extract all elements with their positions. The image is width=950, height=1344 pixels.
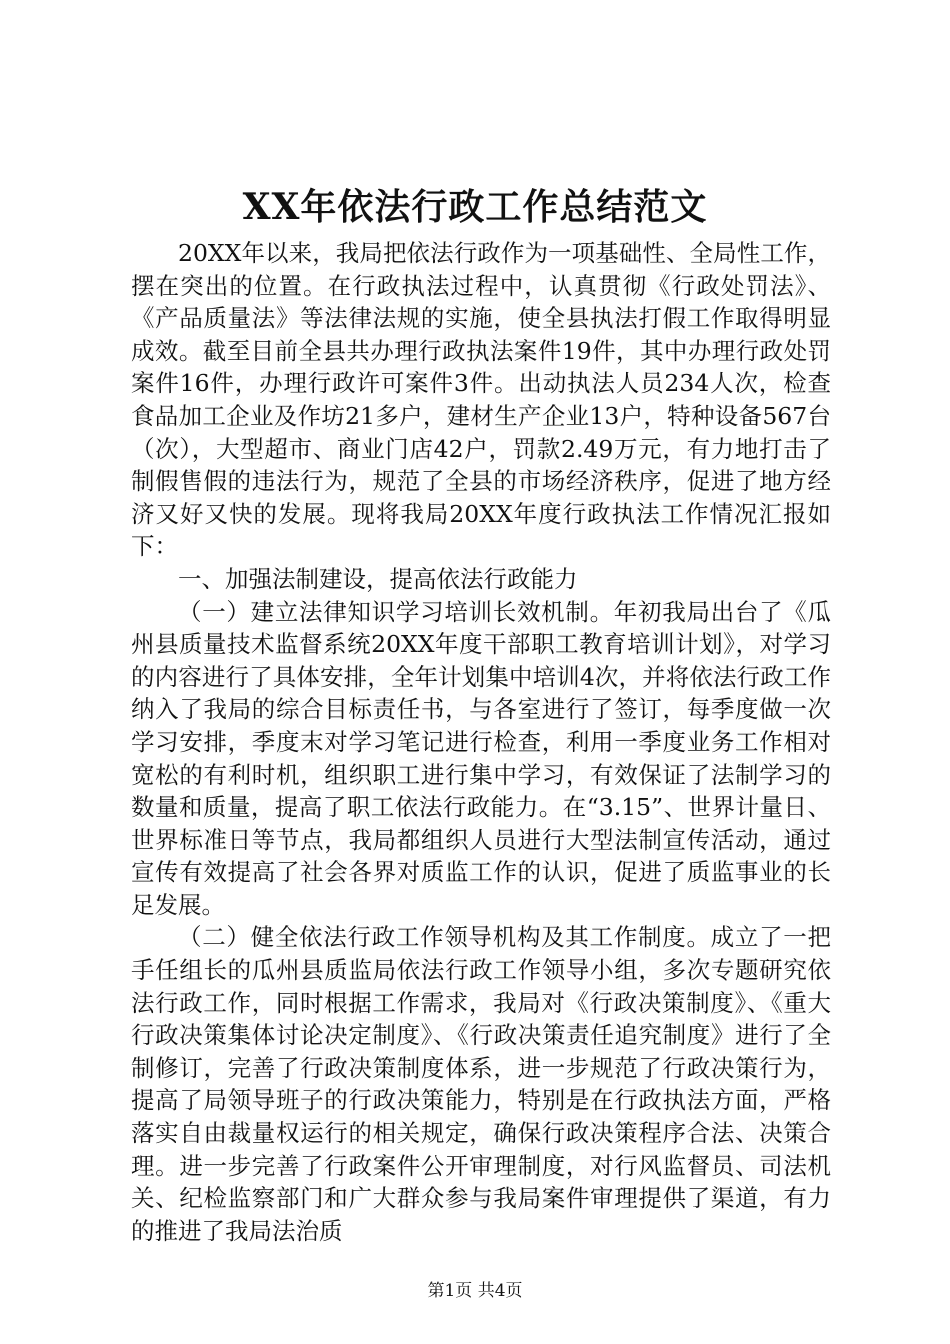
page-number-footer: 第1页 共4页 xyxy=(427,1281,523,1301)
document-title: XX年依法行政工作总结范文 xyxy=(242,186,708,228)
intro-paragraph: 20XX年以来，我局把依法行政作为一项基础性、全局性工作，摆在突出的位置。在行政执法过程中，认真贯彻《行政处罚法》、《产品质量法》等法律法规的实施，使全县执法打假工作取得明显成效。截至目前全县共办理行政执法案件19件，其中办理行政处罚案件16件，办理行政许可案件3件。出动执法人员234人次，检查食品加工企业及作坊21多户，建材生产企业13户，特种设备567台（次），大型超市、商业门店42户，罚款2.49万元，有力地打击了制假售假的违法行为，规范了全县的市场经济秩序，促进了地方经济又好又快的发展。现将我局20XX年度行政执法工作情况汇报如下： xyxy=(131,239,831,561)
subsection-paragraph-2: （二）健全依法行政工作领导机构及其工作制度。成立了一把手任组长的瓜州县质监局依法行政工作领导小组，多次专题研究依法行政工作，同时根据工作需求，我局对《行政决策制度》、《重大行政决策集体讨论决定制度》、《行政决策责任追究制度》进行了全制修订，完善了行政决策制度体系，进一步规范了行政决策行为，提高了局领导班子的行政决策能力，特别是在行政执法方面，严格落实自由裁量权运行的相关规定，确保行政决策程序合法、决策合理。进一步完善了行政案件公开审理制度，对行风监督员、司法机关、纪检监察部门和广大群众参与我局案件审理提供了渠道，有力的推进了我局法治质 xyxy=(131,923,831,1245)
section-heading: 一、加强法制建设，提高依法行政能力 xyxy=(178,564,578,593)
subsection-paragraph-1: （一）建立法律知识学习培训长效机制。年初我局出台了《瓜州县质量技术监督系统20XX年度干部职工教育培训计划》，对学习的内容进行了具体安排，全年计划集中培训4次，并将依法行政工作纳入了我局的综合目标责任书，与各室进行了签订，每季度做一次学习安排，季度末对学习笔记进行检查，利用一季度业务工作相对宽松的有利时机，组织职工进行集中学习，有效保证了法制学习的数量和质量，提高了职工依法行政能力。在“3.15”、世界计量日、世界标准日等节点，我局都组织人员进行大型法制宣传活动，通过宣传有效提高了社会各界对质监工作的认识，促进了质监事业的长足发展。 xyxy=(131,597,831,919)
document-body xyxy=(131,237,831,1247)
